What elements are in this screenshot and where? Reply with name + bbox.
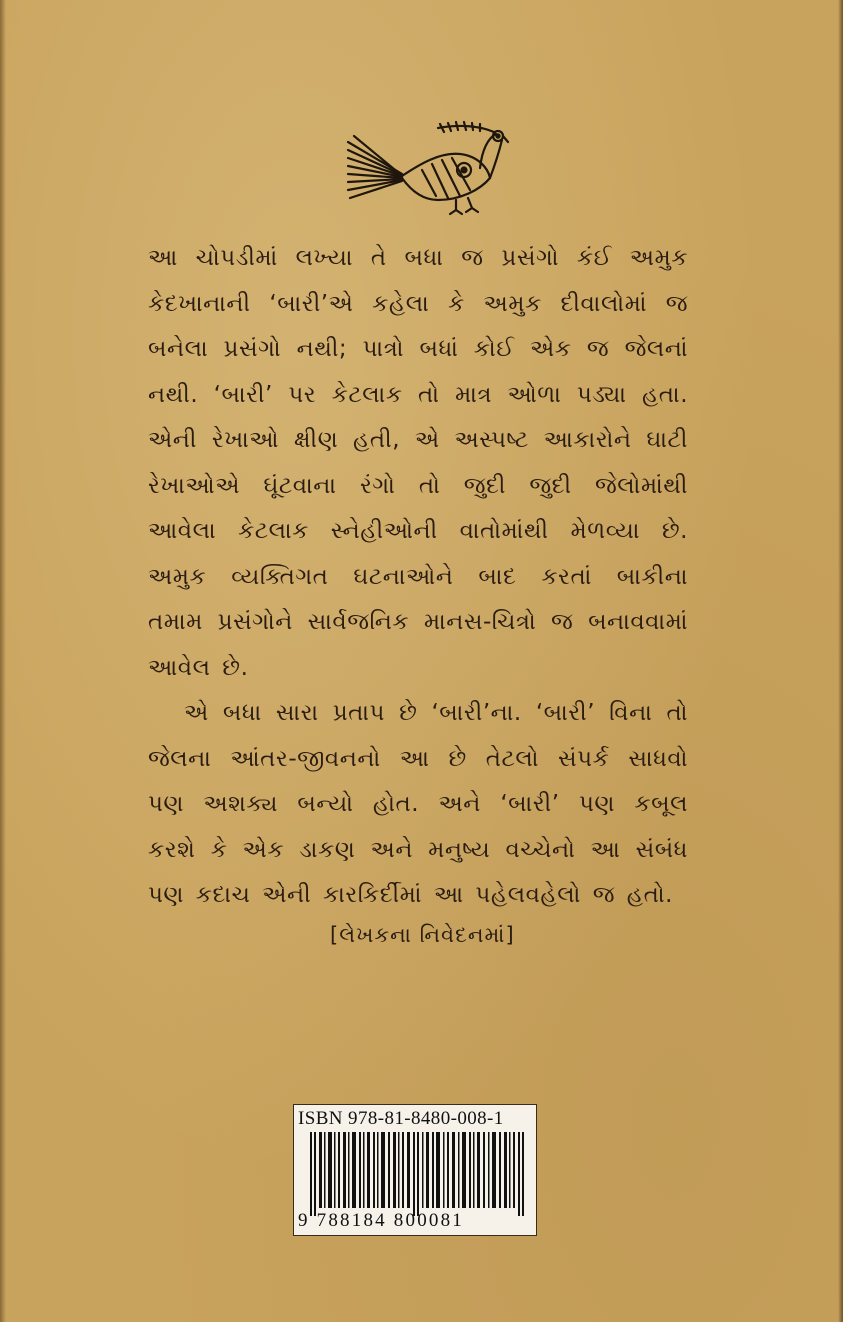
blurb-paragraph-1: આ ચોપડીમાં લખ્યા તે બધા જ પ્રસંગો કંઈ અમુક કેદખાનાની ‘બારી’એ કહેલા કે અમુક દીવાલોમાં જ બનેલા પ્રસંગો નથી; પાત્રો બધાં કોઈ એક જ જેલનાં નથી. ‘બારી’ પર કેટલાક તો માત્ર ઓળા પડ્યા હતા. એની રેખાઓ ક્ષીણ હતી, એ અસ્પષ્ટ આકારોને ઘાટી રેખાઓએ ઘૂંટવાના રંગો તો જુદી જુદી જેલોમાંથી આવેલા કેટલાક સ્નેહીઓની વાતોમાંથી મેળવ્યા છે. અમુક વ્યક્તિગત ઘટનાઓને બાદ કરતાં બાકીના તમામ પ્રસંગોને સાર્વજનિક માનસ-ચિત્રો જ બનાવવામાં આવેલ છે. [148, 245, 688, 681]
peacock-bird-icon [340, 112, 510, 217]
isbn-barcode [293, 1104, 537, 1236]
source-note: [લેખકના નિવેદનમાં] [330, 923, 515, 947]
cover-left-edge [0, 0, 6, 1322]
barcode-bars [310, 1132, 528, 1216]
cover-right-edge [838, 0, 843, 1322]
isbn-label: ISBN 978-81-8480-008-1 [298, 1108, 504, 1129]
blurb-paragraph-2: એ બધા સારા પ્રતાપ છે ‘બારી’ના. ‘બારી’ વિના તો જેલના આંતર-જીવનનો આ છે તેટલો સંપર્ક સાધવો પણ અશક્ય બન્યો હોત. અને ‘બારી’ પણ કબૂલ કરશે કે એક ડાકણ અને મનુષ્ય વચ્ચેનો આ સંબંધ પણ કદાચ એની કારકિર્દીમાં આ પહેલવહેલો જ હતો. [148, 700, 688, 908]
blurb-text [148, 236, 688, 919]
barcode-digits: 9 788184 800081 [298, 1210, 464, 1231]
